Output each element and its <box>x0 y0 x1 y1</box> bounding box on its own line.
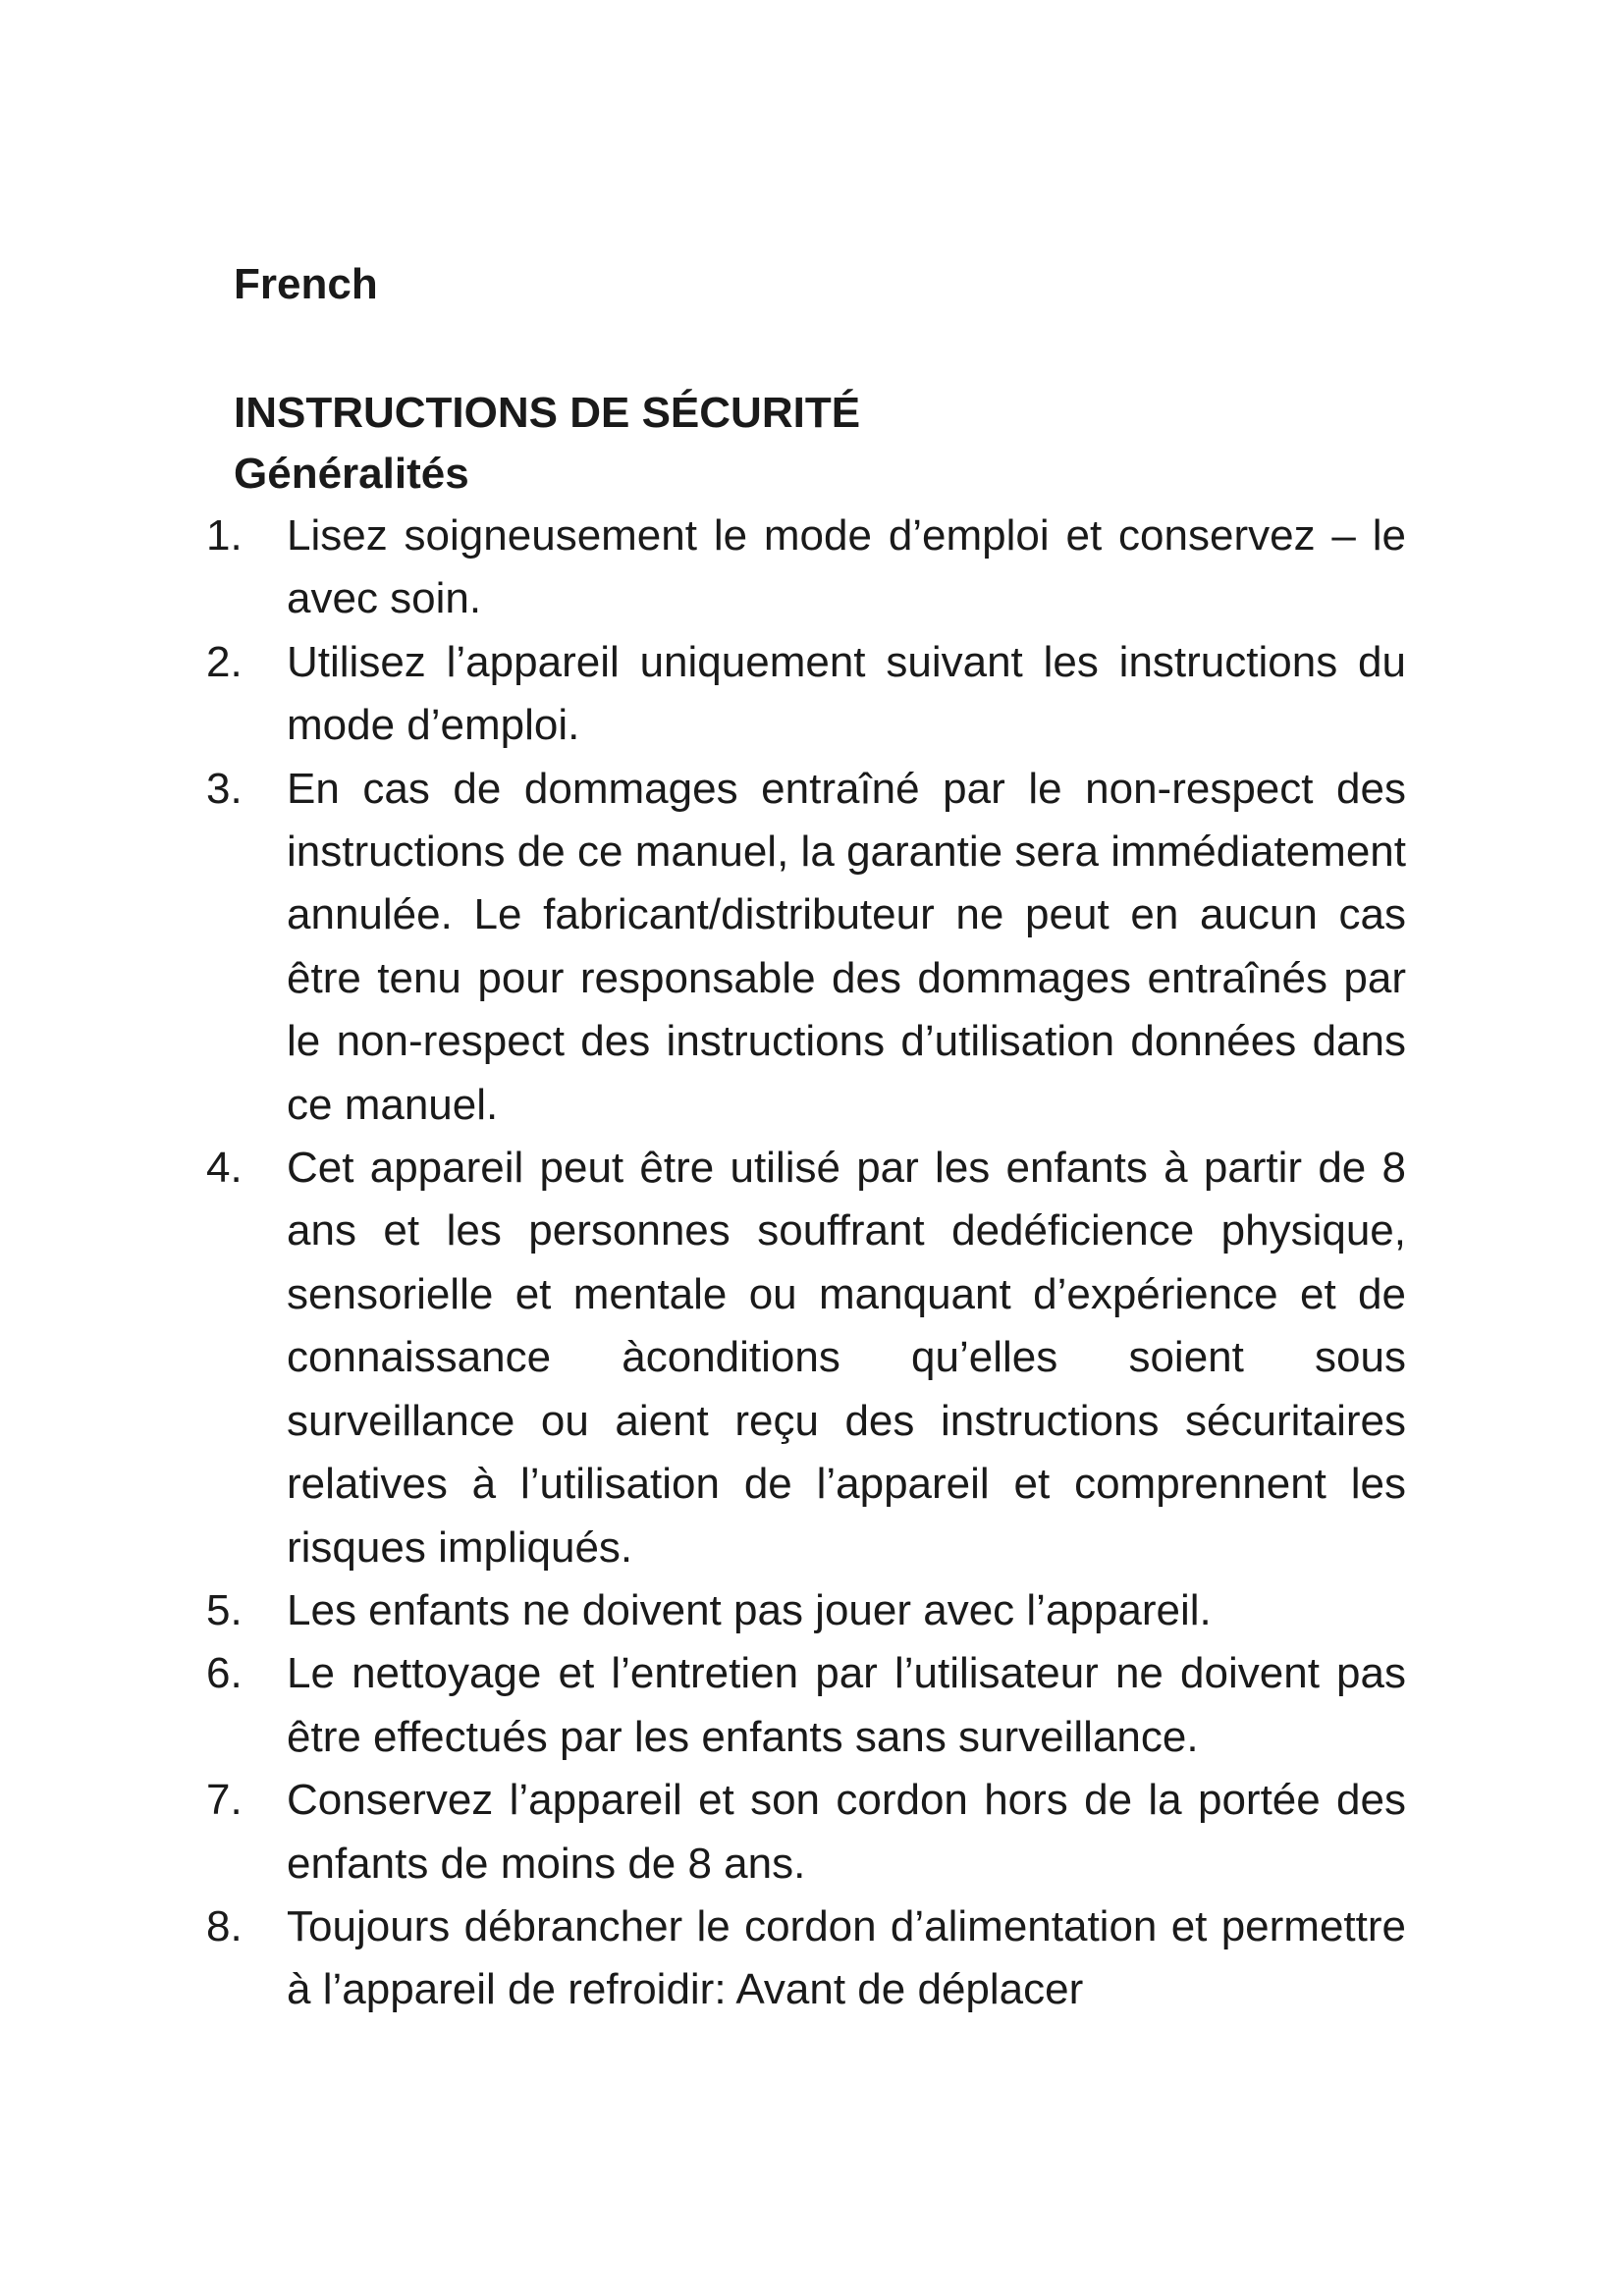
item-number: 7. <box>206 1776 243 1825</box>
item-text: Utilisez l’appareil uniquement suivant les instructions du mode d’emploi. <box>287 637 1406 750</box>
list-item <box>206 505 1406 631</box>
item-text: Lisez soigneusement le mode d’emploi et conservez – le avec soin. <box>287 511 1406 623</box>
item-text: Cet appareil peut être utilisé par les enfants à partir de 8 ans et les personnes souffrant dedéficience physique, sensorielle et mentale ou manquant d’expérience et de connaissance àconditions qu’elles soient sous surveillance ou aient reçu des instructions sécuritaires relatives à l’utilisation de l’appareil et comprennent les risques impliqués. <box>287 1144 1406 1572</box>
item-number: 6. <box>206 1649 243 1698</box>
language-label: French <box>234 260 378 308</box>
item-text: Toujours débrancher le cordon d’alimentation et permettre à l’appareil de refroidir: Avant de déplacer <box>287 1901 1406 2014</box>
item-number: 2. <box>206 637 243 686</box>
item-text: Les enfants ne doivent pas jouer avec l’appareil. <box>287 1585 1212 1634</box>
instructions-list <box>206 505 1406 2022</box>
item-number: 3. <box>206 764 243 813</box>
item-text: Le nettoyage et l’entretien par l’utilisateur ne doivent pas être effectués par les enfants sans surveillance. <box>287 1649 1406 1761</box>
item-number: 8. <box>206 1901 243 1950</box>
item-number: 4. <box>206 1144 243 1193</box>
list-item <box>206 1137 1406 1579</box>
item-number: 5. <box>206 1585 243 1634</box>
list-item <box>206 631 1406 758</box>
general-section-heading: Généralités <box>234 450 469 498</box>
list-item <box>206 1896 1406 2022</box>
item-number: 1. <box>206 511 243 560</box>
safety-instructions-heading: INSTRUCTIONS DE SÉCURITÉ <box>234 389 861 437</box>
list-item <box>206 1642 1406 1769</box>
item-text: Conservez l’appareil et son cordon hors de la portée des enfants de moins de 8 ans. <box>287 1776 1406 1888</box>
list-item <box>206 1769 1406 1896</box>
list-item <box>206 1579 1406 1642</box>
item-text: En cas de dommages entraîné par le non-respect des instructions de ce manuel, la garantie sera immédiatement annulée. Le fabricant/distributeur ne peut en aucun cas être tenu pour responsable des dommages entraînés par le non-respect des instructions d’utilisation données dans ce manuel. <box>287 764 1406 1129</box>
list-item <box>206 758 1406 1137</box>
